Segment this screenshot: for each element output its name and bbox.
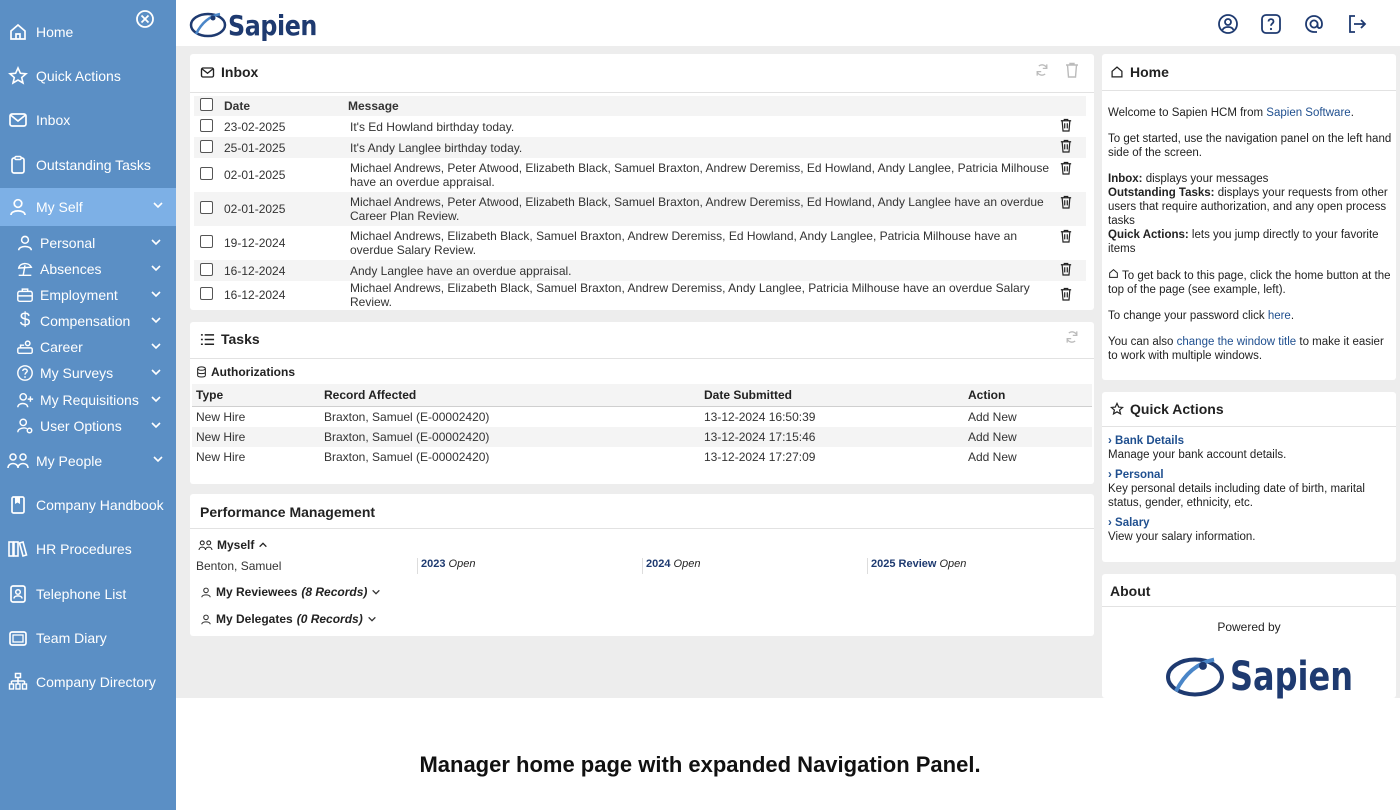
inbox-help-label: Inbox: <box>1108 173 1143 185</box>
task-record[interactable]: Braxton, Samuel (E-00002420) <box>324 450 490 464</box>
nav-sub-my-requisitions-label: My Requisitions <box>40 392 139 408</box>
user-circle-icon[interactable] <box>1216 12 1240 36</box>
table-row[interactable] <box>192 407 1092 428</box>
navigation-panel <box>0 0 176 810</box>
home-icon <box>1110 65 1124 79</box>
person-add-icon <box>16 391 34 409</box>
reviewees-label: My Reviewees <box>216 585 298 599</box>
home-panel: Home Welcome to Sapien HCM from Sapien Software. To get started, use the navigation panel on the left hand side of the screen. Inbox: displays your messages Outstanding Tasks: displays your requests from other users that require authorization, and any open process tasks Quick Actions: lets you jump directly to your favorite items To get back to this page, click the home button at the top of the page (see example, left). To change your password click here. You can also change the window title to make it easier to work with multiple windows. <box>1102 54 1396 380</box>
col-date: Date <box>224 99 251 113</box>
powered-by-text: Powered by <box>1217 620 1281 634</box>
chevron-down-icon <box>150 366 162 378</box>
envelope-icon <box>200 65 215 80</box>
database-icon <box>196 366 207 378</box>
chevron-down-icon <box>367 614 377 624</box>
row-checkbox[interactable] <box>200 140 213 153</box>
inbox-help-text: displays your messages <box>1142 173 1269 185</box>
task-record[interactable]: Braxton, Samuel (E-00002420) <box>324 410 490 424</box>
book-icon <box>8 495 28 515</box>
trash-icon[interactable] <box>1065 62 1079 78</box>
tasks-help-text: displays your requests from other users that require authorization, and any open process tasks <box>1108 187 1388 227</box>
person-icon <box>200 613 212 626</box>
inbox-header-row <box>194 96 1086 116</box>
nav-sub-my-surveys[interactable] <box>10 361 176 385</box>
chevron-down-icon <box>152 453 164 465</box>
review-status: Open <box>939 558 967 570</box>
review-2024[interactable] <box>642 558 700 574</box>
nav-quick-actions-label: Quick Actions <box>36 68 121 84</box>
screenshot-caption: Manager home page with expanded Navigation Panel. <box>419 752 981 777</box>
inbox-row[interactable] <box>194 116 1086 137</box>
qa-item-bank-details[interactable]: › Bank Details <box>1108 435 1185 447</box>
nav-sub-user-options[interactable] <box>10 414 176 438</box>
inbox-row[interactable] <box>194 137 1086 158</box>
sapien-logo[interactable] <box>188 7 333 43</box>
chevron-down-icon <box>150 314 162 326</box>
get-started-text: To get started, use the navigation panel on the left hand side of the screen. <box>1108 133 1392 159</box>
inbox-row[interactable] <box>194 281 1086 309</box>
inbox-table <box>194 96 1086 309</box>
qa-item-desc: Key personal details including date of birth, marital status, gender, ethnicity, etc. <box>1108 483 1365 509</box>
logo-text: Sapien <box>228 8 317 42</box>
user-settings-icon <box>16 417 34 435</box>
qa-item-salary[interactable]: › Salary <box>1108 517 1150 529</box>
table-row[interactable] <box>192 427 1092 447</box>
org-chart-icon <box>8 672 28 692</box>
col-action: Action <box>968 388 1006 402</box>
nav-quick-actions[interactable] <box>0 57 176 95</box>
chevron-down-icon <box>150 393 162 405</box>
task-date: 13-12-2024 16:50:39 <box>704 410 816 424</box>
person-icon <box>200 586 212 599</box>
nav-telephone-list[interactable] <box>0 575 176 613</box>
inbox-row[interactable] <box>194 158 1086 192</box>
row-checkbox[interactable] <box>200 201 213 214</box>
col-record: Record Affected <box>324 388 417 402</box>
inbox-date: 16-12-2024 <box>224 288 286 302</box>
authorizations-heading: Authorizations <box>211 365 295 379</box>
nav-team-diary[interactable] <box>0 619 176 657</box>
nav-my-self-label: My Self <box>36 199 83 215</box>
inbox-date: 02-01-2025 <box>224 168 286 182</box>
inbox-date: 19-12-2024 <box>224 236 286 250</box>
chevron-down-icon <box>150 236 162 248</box>
table-row[interactable] <box>192 447 1092 467</box>
list-icon <box>200 332 215 347</box>
nav-outstanding-tasks[interactable] <box>0 146 176 184</box>
review-2025[interactable] <box>867 558 966 574</box>
nav-sub-compensation[interactable] <box>10 309 176 333</box>
qa-item-desc: View your salary information. <box>1108 531 1256 543</box>
nav-home[interactable] <box>0 13 176 51</box>
nav-company-directory-label: Company Directory <box>36 674 156 690</box>
row-checkbox[interactable] <box>200 119 213 132</box>
refresh-icon[interactable] <box>1064 329 1080 345</box>
back-home-text: To get back to this page, click the home button at the top of the page (see example, left). <box>1108 270 1391 296</box>
home-icon <box>1108 268 1119 279</box>
chevron-down-icon <box>152 199 164 211</box>
person-icon <box>16 234 34 252</box>
inbox-date: 23-02-2025 <box>224 119 286 134</box>
nav-sub-career-label: Career <box>40 339 83 355</box>
qa-item-label: Personal <box>1115 469 1164 481</box>
star-icon <box>8 66 28 86</box>
qa-help-text: lets you jump directly to your favorite items <box>1108 229 1379 255</box>
chevron-down-icon <box>371 587 381 597</box>
nav-home-label: Home <box>36 24 74 40</box>
dollar-icon: $ <box>19 310 31 331</box>
delegates-toggle[interactable] <box>200 612 377 626</box>
review-2023[interactable] <box>417 558 475 574</box>
task-action[interactable]: Add New <box>968 430 1017 444</box>
qa-item-desc: Manage your bank account details. <box>1108 449 1287 461</box>
trash-icon[interactable] <box>1060 262 1072 276</box>
inbox-message: Michael Andrews, Elizabeth Black, Samuel Braxton, Andrew Deremiss, Ed Howland, Andy Langlee, Patricia Milhouse have an overdue Salary Review. <box>350 229 1018 257</box>
clipboard-icon <box>8 155 28 175</box>
task-date: 13-12-2024 17:15:46 <box>704 430 816 444</box>
nav-inbox-label: Inbox <box>36 112 71 128</box>
trash-icon[interactable] <box>1060 161 1072 175</box>
col-type: Type <box>196 388 224 402</box>
row-checkbox[interactable] <box>200 263 213 276</box>
inbox-date: 25-01-2025 <box>224 140 286 155</box>
row-checkbox[interactable] <box>200 167 213 180</box>
about-logo <box>1160 650 1384 704</box>
nav-sub-my-requisitions[interactable] <box>10 388 176 412</box>
quick-actions-panel <box>1102 392 1396 562</box>
chevron-up-icon <box>258 540 268 550</box>
question-circle-icon <box>16 364 34 382</box>
trash-icon[interactable] <box>1060 229 1072 243</box>
qa-item-label: Salary <box>1115 517 1150 529</box>
quick-actions-title: Quick Actions <box>1130 401 1224 417</box>
select-all-checkbox[interactable] <box>200 98 213 111</box>
performance-card <box>190 494 1094 636</box>
review-label: 2024 <box>646 558 671 570</box>
reviewees-count: (8 Records) <box>301 585 368 599</box>
inbox-title: Inbox <box>221 64 259 80</box>
nav-sub-employment[interactable] <box>10 283 176 307</box>
calendar-icon <box>8 628 28 648</box>
review-status: Open <box>448 558 476 570</box>
performance-title: Performance Management <box>200 504 376 520</box>
task-date: 13-12-2024 17:27:09 <box>704 450 816 464</box>
inbox-row[interactable] <box>194 226 1086 260</box>
chevron-down-icon <box>150 419 162 431</box>
nav-hr-procedures[interactable] <box>0 530 176 568</box>
trash-icon[interactable] <box>1060 118 1072 132</box>
review-label: 2023 <box>421 558 446 570</box>
delegates-count: (0 Records) <box>296 612 363 626</box>
sapien-swirl-icon <box>188 8 228 42</box>
at-icon[interactable] <box>1302 12 1326 36</box>
review-label: 2025 Review <box>871 558 937 570</box>
nav-sub-absences-label: Absences <box>40 261 102 277</box>
about-logo-text: Sapien <box>1230 654 1353 700</box>
home-icon <box>8 22 28 42</box>
nav-sub-personal-label: Personal <box>40 235 96 251</box>
top-header <box>176 0 1400 48</box>
trash-icon[interactable] <box>1060 287 1072 301</box>
task-type: New Hire <box>196 450 246 464</box>
task-type: New Hire <box>196 410 246 424</box>
review-status: Open <box>673 558 701 570</box>
help-icon[interactable] <box>1259 12 1283 36</box>
tasks-help-label: Outstanding Tasks: <box>1108 187 1215 199</box>
myself-toggle[interactable] <box>198 538 268 552</box>
nav-telephone-list-label: Telephone List <box>36 586 127 602</box>
nav-team-diary-label: Team Diary <box>36 630 107 646</box>
about-panel <box>1102 574 1396 698</box>
qa-item-personal[interactable]: › Personal <box>1108 469 1164 481</box>
nav-sub-career[interactable] <box>10 335 176 359</box>
inbox-date: 02-01-2025 <box>224 202 286 216</box>
change-password-link[interactable]: here <box>1267 310 1291 322</box>
sapien-software-link[interactable]: Sapien Software <box>1266 107 1351 119</box>
main-content <box>176 46 1400 698</box>
career-icon <box>16 338 34 356</box>
myself-label: Myself <box>217 538 255 552</box>
contact-card-icon <box>8 584 28 604</box>
tasks-title: Tasks <box>221 331 260 347</box>
nav-company-handbook-label: Company Handbook <box>36 497 164 513</box>
nav-sub-my-surveys-label: My Surveys <box>40 365 114 381</box>
nav-my-self[interactable] <box>0 188 176 226</box>
nav-sub-absences[interactable] <box>10 257 176 281</box>
nav-sub-compensation-label: Compensation <box>40 313 131 329</box>
people-icon <box>7 451 29 471</box>
people-icon <box>198 539 213 552</box>
change-window-title-link[interactable]: change the window title <box>1176 336 1297 348</box>
inbox-row[interactable] <box>194 192 1086 226</box>
nav-company-directory[interactable] <box>0 663 176 701</box>
tasks-card <box>190 322 1094 484</box>
inbox-row[interactable] <box>194 260 1086 281</box>
col-date-submitted: Date Submitted <box>704 388 793 402</box>
person-name: Benton, Samuel <box>196 559 282 573</box>
task-record[interactable]: Braxton, Samuel (E-00002420) <box>324 430 490 444</box>
trash-icon[interactable] <box>1060 195 1072 209</box>
nav-inbox[interactable] <box>0 101 176 139</box>
nav-sub-personal[interactable] <box>10 231 176 255</box>
row-checkbox[interactable] <box>200 235 213 248</box>
nav-sub-employment-label: Employment <box>40 287 118 303</box>
home-panel-title: Home <box>1130 64 1169 80</box>
qa-help-label: Quick Actions: <box>1108 229 1189 241</box>
nav-my-people-label: My People <box>36 453 103 469</box>
envelope-icon <box>8 110 28 130</box>
nav-outstanding-tasks-label: Outstanding Tasks <box>36 157 151 173</box>
books-icon <box>7 539 29 559</box>
row-checkbox[interactable] <box>200 287 213 300</box>
refresh-icon[interactable] <box>1034 62 1050 78</box>
inbox-card <box>190 54 1094 310</box>
nav-hr-procedures-label: HR Procedures <box>36 541 132 557</box>
tasks-header-row <box>192 384 1092 407</box>
task-action[interactable]: Add New <box>968 450 1017 464</box>
task-action[interactable]: Add New <box>968 410 1017 424</box>
reviewees-toggle[interactable] <box>200 585 381 599</box>
star-icon <box>1110 402 1124 416</box>
inbox-date: 16-12-2024 <box>224 263 286 278</box>
tasks-table <box>192 384 1092 467</box>
logout-icon[interactable] <box>1345 12 1369 36</box>
task-type: New Hire <box>196 430 246 444</box>
sapien-swirl-icon <box>1160 650 1230 704</box>
welcome-text: Welcome to Sapien HCM from Sapien Software. <box>1108 107 1354 119</box>
nav-sub-user-options-label: User Options <box>40 418 122 434</box>
inbox-message: It's Andy Langlee birthday today. <box>350 140 523 155</box>
qa-item-label: Bank Details <box>1115 435 1185 447</box>
col-message: Message <box>348 99 399 113</box>
delegates-label: My Delegates <box>216 612 293 626</box>
person-icon <box>8 197 28 217</box>
inbox-message: Michael Andrews, Peter Atwood, Elizabeth Black, Samuel Braxton, Andrew Deremiss, Ed Howland, Andy Langlee, Patricia Milhouse have an overdue appraisal. <box>350 161 1050 189</box>
nav-my-people[interactable] <box>0 442 176 480</box>
nav-company-handbook[interactable] <box>0 486 176 524</box>
inbox-message: It's Ed Howland birthday today. <box>350 119 515 134</box>
briefcase-icon <box>16 286 34 304</box>
inbox-message: Andy Langlee have an overdue appraisal. <box>350 263 572 278</box>
beach-umbrella-icon <box>16 260 34 278</box>
about-title: About <box>1110 583 1151 599</box>
chevron-down-icon <box>150 340 162 352</box>
trash-icon[interactable] <box>1060 139 1072 153</box>
chevron-down-icon <box>150 288 162 300</box>
inbox-message: Michael Andrews, Peter Atwood, Elizabeth Black, Samuel Braxton, Andrew Deremiss, Ed Howland, Andy Langlee have an overdue Career Plan Review. <box>350 195 1044 223</box>
inbox-message: Michael Andrews, Elizabeth Black, Samuel Braxton, Andrew Deremiss, Andy Langlee, Patricia Milhouse have an overdue Salary Review. <box>350 281 1030 309</box>
chevron-down-icon <box>150 262 162 274</box>
